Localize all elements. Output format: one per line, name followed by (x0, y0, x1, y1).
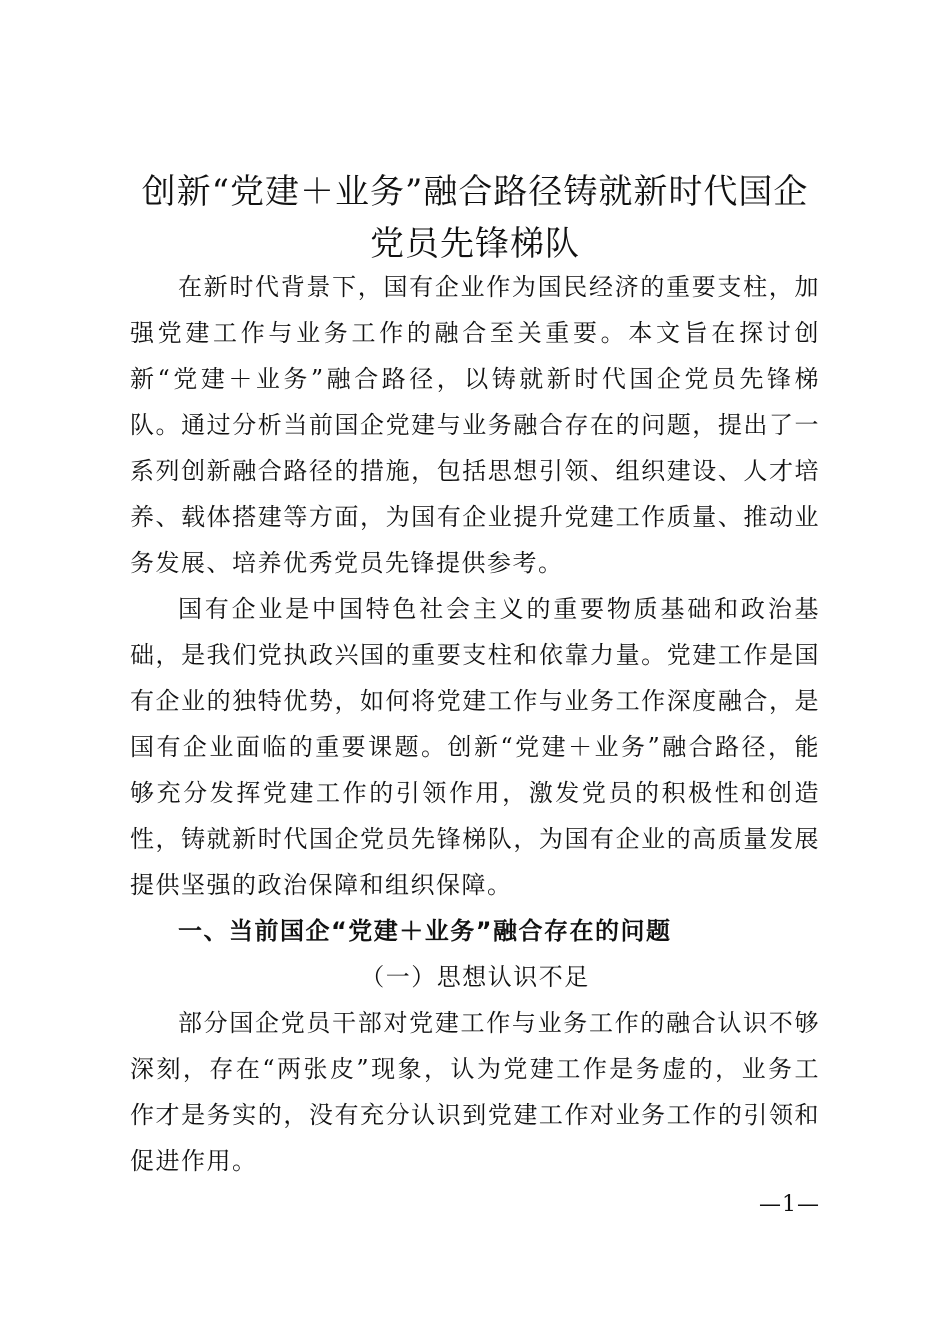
title-line-1: 创新“党建＋业务”融合路径铸就新时代国企 (141, 172, 809, 212)
paragraph-introduction: 国有企业是中国特色社会主义的重要物质基础和政治基础，是我们党执政兴国的重要支柱和依靠力量。党建工作是国有企业的独特优势，如何将党建工作与业务工作深度融合，是国有企业面临的重要课题。创新“党建＋业务”融合路径，能够充分发挥党建工作的引领作用，激发党员的积极性和创造性，铸就新时代国企党员先锋梯队，为国有企业的高质量发展提供坚强的政治保障和组织保障。 (130, 595, 820, 899)
subsection-heading-1: （一）思想认识不足 (360, 963, 590, 991)
paragraph-subsection-1: 部分国企党员干部对党建工作与业务工作的融合认识不够深刻，存在“两张皮”现象，认为党建工作是务虚的，业务工作才是务实的，没有充分认识到党建工作对业务工作的引领和促进作用。 (130, 1009, 820, 1175)
document-body (130, 264, 820, 1184)
title-line-2: 党员先锋梯队 (370, 224, 580, 264)
document-title (120, 166, 830, 270)
paragraph-abstract: 在新时代背景下，国有企业作为国民经济的重要支柱，加强党建工作与业务工作的融合至关重要。本文旨在探讨创新“党建＋业务”融合路径，以铸就新时代国企党员先锋梯队。通过分析当前国企党建与业务融合存在的问题，提出了一系列创新融合路径的措施，包括思想引领、组织建设、人才培养、载体搭建等方面，为国有企业提升党建工作质量、推动业务发展、培养优秀党员先锋提供参考。 (130, 273, 820, 577)
section-heading-1: 一、当前国企“党建＋业务”融合存在的问题 (178, 917, 672, 945)
page-number: —1— (759, 1192, 820, 1217)
